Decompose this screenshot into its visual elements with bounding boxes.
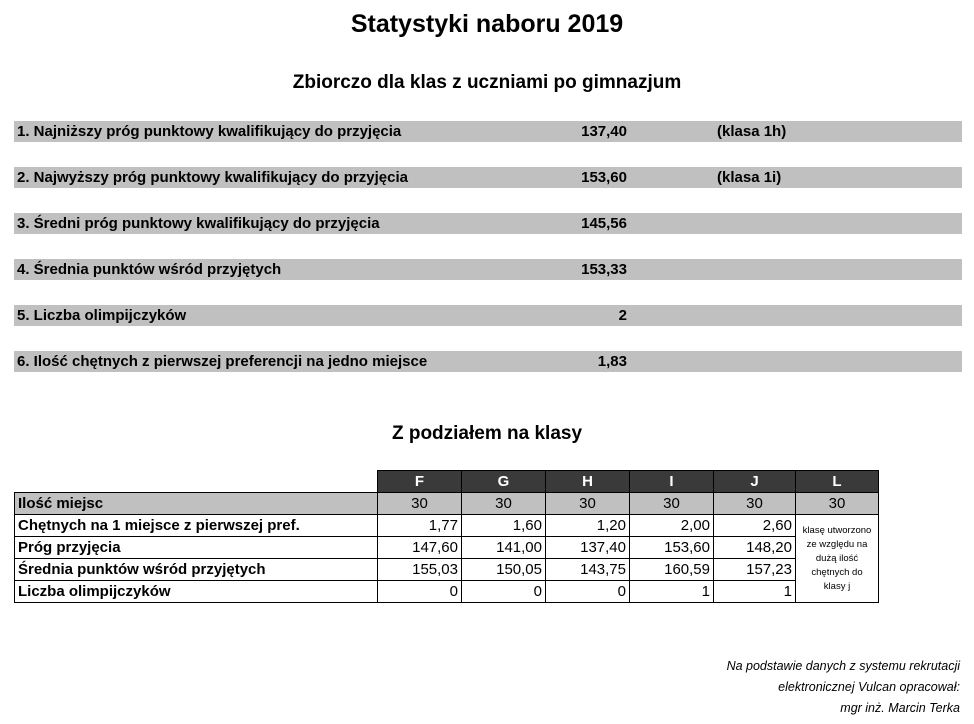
table-cell: 2,60 <box>714 515 796 537</box>
per-class-title: Z podziałem na klasy <box>391 423 583 444</box>
summary-subtitle: Zbiorczo dla klas z uczniami po gimnazjum <box>292 72 682 93</box>
table-cell: 160,59 <box>630 559 714 581</box>
note-line: chętnych do <box>811 566 863 578</box>
stat-value: 153,33 <box>581 261 627 278</box>
table-cell: 0 <box>546 581 630 603</box>
table-cell: 0 <box>462 581 546 603</box>
table-cell: 1,60 <box>462 515 546 537</box>
table-cell: 1 <box>630 581 714 603</box>
column-header: L <box>796 471 879 493</box>
stat-label: 4. Średnia punktów wśród przyjętych <box>17 261 282 278</box>
stat-row <box>14 259 962 280</box>
footer-line: Na podstawie danych z systemu rekrutacji <box>726 659 960 673</box>
table-row <box>15 493 879 515</box>
per-class-table <box>14 470 879 603</box>
table-cell: 137,40 <box>546 537 630 559</box>
table-corner <box>15 471 378 493</box>
table-cell: 30 <box>796 493 879 515</box>
row-label: Chętnych na 1 miejsce z pierwszej pref. <box>15 515 378 537</box>
table-cell: 30 <box>714 493 796 515</box>
table-cell: 1,77 <box>378 515 462 537</box>
table-cell: 2,00 <box>630 515 714 537</box>
table-cell: 143,75 <box>546 559 630 581</box>
stat-note: (klasa 1i) <box>717 169 782 186</box>
table-cell: 148,20 <box>714 537 796 559</box>
row-label: Średnia punktów wśród przyjętych <box>15 559 378 581</box>
column-header: I <box>630 471 714 493</box>
stat-value: 153,60 <box>581 169 627 186</box>
table-cell: 30 <box>462 493 546 515</box>
table-row <box>15 559 879 581</box>
stat-label: 5. Liczba olimpijczyków <box>17 307 187 324</box>
column-header: F <box>378 471 462 493</box>
stat-value: 145,56 <box>581 215 627 232</box>
table-cell: 147,60 <box>378 537 462 559</box>
stat-value: 2 <box>618 307 627 324</box>
stat-label: 1. Najniższy próg punktowy kwalifikujący do przyjęcia <box>17 123 402 140</box>
footer-credit <box>727 656 960 719</box>
row-label: Liczba olimpijczyków <box>15 581 378 603</box>
table-row <box>15 515 879 537</box>
note-line: klasę utworzono <box>802 524 872 536</box>
stat-row <box>14 351 962 372</box>
row-label: Próg przyjęcia <box>15 537 378 559</box>
stat-row <box>14 121 962 142</box>
column-header: J <box>714 471 796 493</box>
table-cell: 30 <box>630 493 714 515</box>
table-cell: 155,03 <box>378 559 462 581</box>
table-cell: 30 <box>546 493 630 515</box>
stat-row <box>14 305 962 326</box>
table-cell: 150,05 <box>462 559 546 581</box>
stat-label: 3. Średni próg punktowy kwalifikujący do przyjęcia <box>17 215 380 232</box>
stat-row <box>14 167 962 188</box>
class-l-note <box>796 515 879 603</box>
table-header-row <box>15 471 879 493</box>
note-line: klasy j <box>823 580 851 592</box>
table-row <box>15 537 879 559</box>
stat-value: 137,40 <box>581 123 627 140</box>
column-header: G <box>462 471 546 493</box>
column-header: H <box>546 471 630 493</box>
footer-line: mgr inż. Marcin Terka <box>840 701 960 715</box>
table-cell: 1,20 <box>546 515 630 537</box>
stat-note: (klasa 1h) <box>717 123 787 140</box>
table-cell: 141,00 <box>462 537 546 559</box>
stat-value: 1,83 <box>597 353 627 370</box>
table-cell: 30 <box>378 493 462 515</box>
stat-label: 6. Ilość chętnych z pierwszej preferencji na jedno miejsce <box>17 353 428 370</box>
table-cell: 1 <box>714 581 796 603</box>
row-label: Ilość miejsc <box>15 493 378 515</box>
page-title: Statystyki naboru 2019 <box>350 10 624 38</box>
table-row <box>15 581 879 603</box>
table-cell: 0 <box>378 581 462 603</box>
table-cell: 153,60 <box>630 537 714 559</box>
stat-label: 2. Najwyższy próg punktowy kwalifikujący do przyjęcia <box>17 169 408 186</box>
note-line: dużą ilość <box>815 552 859 564</box>
footer-line: elektronicznej Vulcan opracował: <box>778 680 960 694</box>
stat-row <box>14 213 962 234</box>
table-cell: 157,23 <box>714 559 796 581</box>
note-line: ze względu na <box>806 538 868 550</box>
